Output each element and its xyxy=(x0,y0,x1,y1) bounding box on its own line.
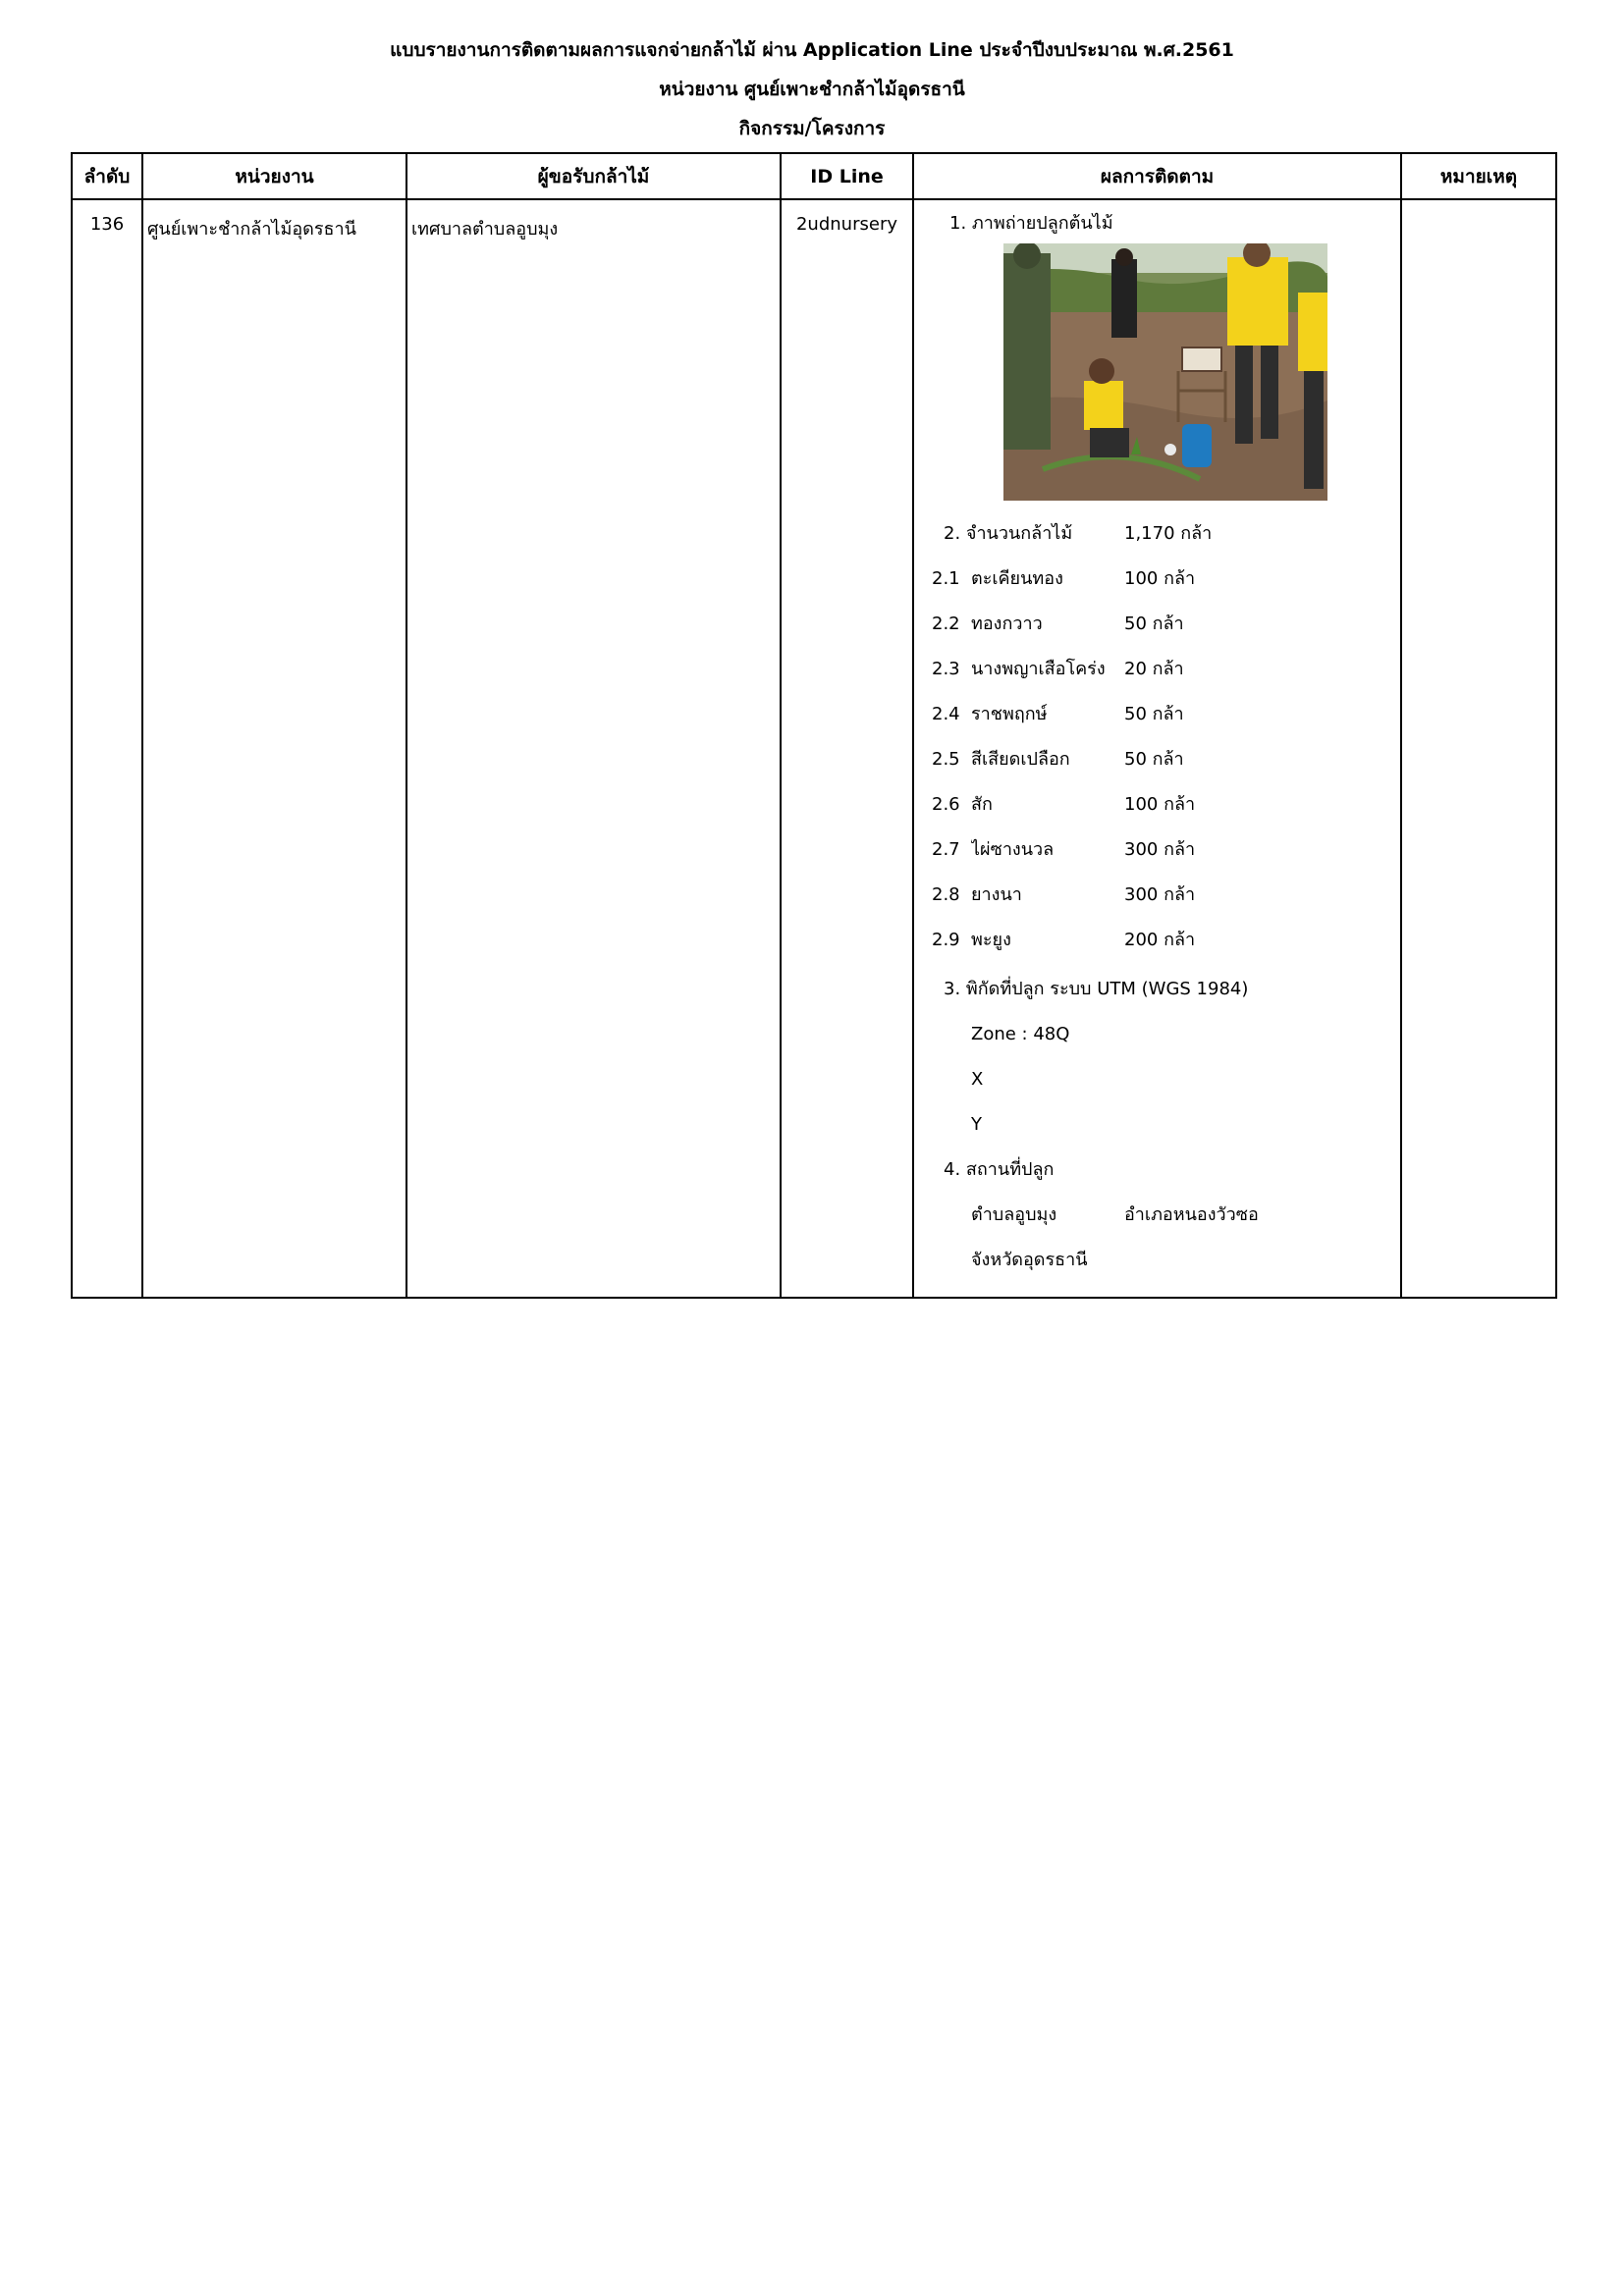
planting-photo-image xyxy=(1003,243,1327,501)
species-number: 2.5 xyxy=(932,749,960,770)
location-province: จังหวัดอุดรธานี xyxy=(971,1250,1088,1270)
species-quantity: 50 กล้า xyxy=(1124,749,1184,770)
planting-photo xyxy=(1003,243,1327,501)
species-name: ทองกวาว xyxy=(971,614,1043,634)
column-header-agency: หน่วยงาน xyxy=(142,153,406,199)
species-name: พะยูง xyxy=(971,930,1011,950)
species-name: สีเสียดเปลือก xyxy=(971,749,1070,770)
table-row xyxy=(72,199,1556,1298)
location-subdistrict: ตำบลอูบมุง xyxy=(971,1204,1057,1225)
report-title: แบบรายงานการติดตามผลการแจกจ่ายกล้าไม้ ผ่าน Application Line ประจำปีงบประมาณ พ.ศ.2561 xyxy=(390,39,1234,61)
location-district: อำเภอหนองวัวซอ xyxy=(1124,1204,1259,1225)
column-header-no: ลำดับ xyxy=(72,153,142,199)
row-number: 136 xyxy=(72,199,142,1298)
report-unit: หน่วยงาน ศูนย์เพาะชำกล้าไม้อุดรธานี xyxy=(659,79,965,100)
species-number: 2.3 xyxy=(932,659,960,679)
row-agency: ศูนย์เพาะชำกล้าไม้อุดรธานี xyxy=(142,199,406,1298)
column-header-result: ผลการติดตาม xyxy=(913,153,1401,199)
report-activity: กิจกรรม/โครงการ xyxy=(738,118,886,139)
result-item-quantity-total: 1,170 กล้า xyxy=(1124,523,1213,544)
column-header-id-line: ID Line xyxy=(781,153,913,199)
coordinate-y: Y xyxy=(971,1114,982,1135)
species-number: 2.1 xyxy=(932,568,960,589)
species-quantity: 200 กล้า xyxy=(1124,930,1196,950)
row-remark xyxy=(1401,199,1556,1298)
species-quantity: 300 กล้า xyxy=(1124,884,1196,905)
result-item-photo-label: 1. ภาพถ่ายปลูกต้นไม้ xyxy=(949,213,1113,234)
species-quantity: 100 กล้า xyxy=(1124,794,1196,815)
column-header-requester: ผู้ขอรับกล้าไม้ xyxy=(406,153,781,199)
species-number: 2.8 xyxy=(932,884,960,905)
species-name: ราชพฤกษ์ xyxy=(971,704,1048,724)
species-quantity: 50 กล้า xyxy=(1124,704,1184,724)
row-id-line: 2udnursery xyxy=(781,199,913,1298)
species-name: สัก xyxy=(971,794,993,815)
species-quantity: 20 กล้า xyxy=(1124,659,1184,679)
report-table xyxy=(71,152,1557,1299)
result-item-coordinates-label: 3. พิกัดที่ปลูก ระบบ UTM (WGS 1984) xyxy=(944,979,1249,999)
row-result xyxy=(913,199,1401,1298)
species-number: 2.9 xyxy=(932,930,960,950)
species-number: 2.2 xyxy=(932,614,960,634)
species-number: 2.6 xyxy=(932,794,960,815)
species-name: ไผ่ซางนวล xyxy=(971,839,1055,860)
species-quantity: 50 กล้า xyxy=(1124,614,1184,634)
result-item-location-label: 4. สถานที่ปลูก xyxy=(944,1159,1055,1180)
row-requester: เทศบาลตำบลอูบมุง xyxy=(406,199,781,1298)
species-number: 2.4 xyxy=(932,704,960,724)
species-number: 2.7 xyxy=(932,839,960,860)
coordinate-zone: Zone : 48Q xyxy=(971,1024,1070,1044)
species-quantity: 300 กล้า xyxy=(1124,839,1196,860)
species-name: ตะเคียนทอง xyxy=(971,568,1063,589)
species-name: นางพญาเสือโคร่ง xyxy=(971,659,1106,679)
species-quantity: 100 กล้า xyxy=(1124,568,1196,589)
coordinate-x: X xyxy=(971,1069,984,1090)
result-item-quantity-label: 2. จำนวนกล้าไม้ xyxy=(944,523,1073,544)
table-header-row xyxy=(72,153,1556,199)
column-header-remark: หมายเหตุ xyxy=(1401,153,1556,199)
species-name: ยางนา xyxy=(971,884,1022,905)
